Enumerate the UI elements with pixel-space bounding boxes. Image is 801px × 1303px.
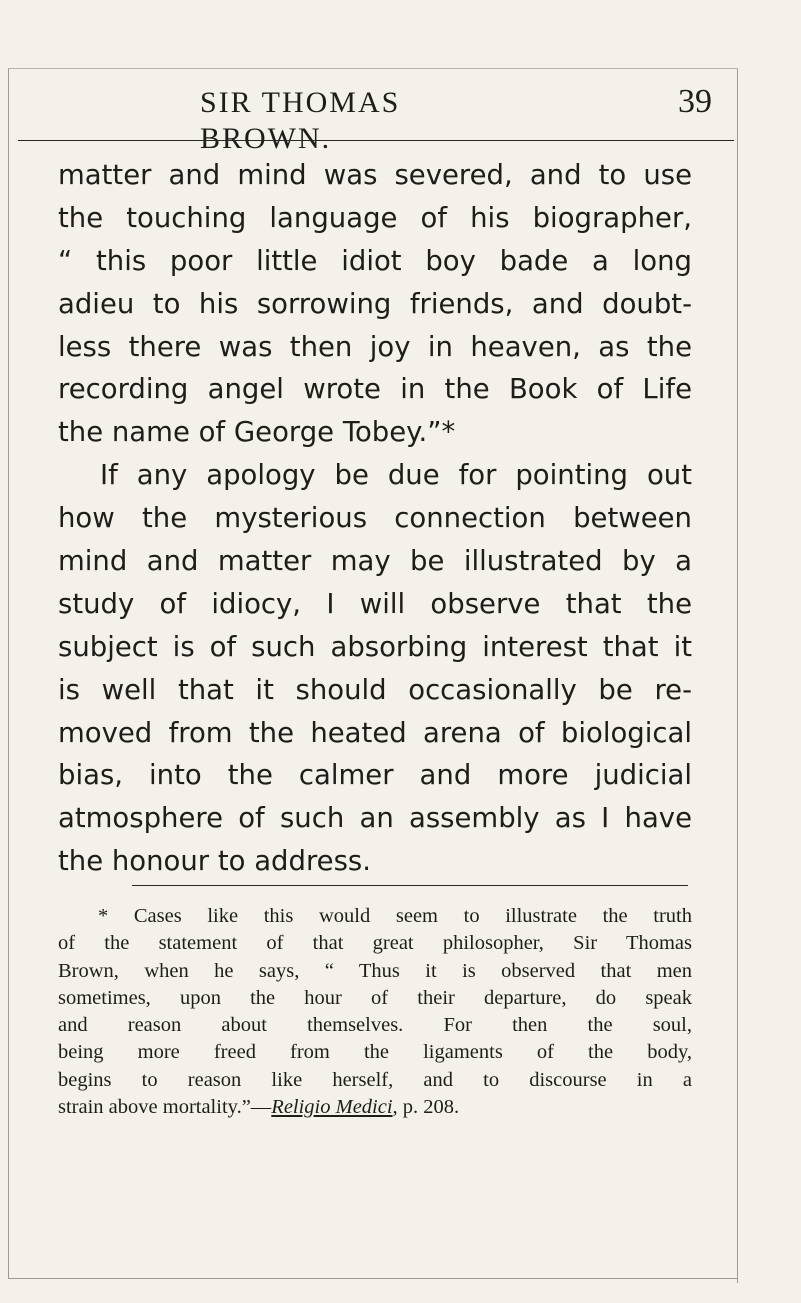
footnote-line: sometimes, upon the hour of their departure, do speak xyxy=(58,986,692,1009)
body-line: mind and matter may be illustrated by a xyxy=(58,545,692,578)
body-line: the touching language of his biographer, xyxy=(58,201,692,234)
footnote-last-line xyxy=(58,1094,692,1121)
body-line: subject is of such absorbing interest that it xyxy=(58,630,692,663)
body-line: matter and mind was severed, and to use xyxy=(58,159,692,191)
body-line: study of idiocy, I will observe that the xyxy=(58,587,692,620)
body-line: atmosphere of such an assembly as I have xyxy=(58,802,692,835)
page-edge-right xyxy=(737,68,738,1283)
body-line: moved from the heated arena of biological xyxy=(58,716,692,749)
body-line: the honour to address. xyxy=(58,845,371,878)
header-rule xyxy=(18,140,734,141)
body-line: recording angel wrote in the Book of Life xyxy=(58,373,692,406)
body-line: the name of George Tobey.”* xyxy=(58,416,456,449)
body-line: bias, into the calmer and more judicial xyxy=(58,759,692,792)
body-line: how the mysterious connection between xyxy=(58,502,692,535)
footnote-line: being more freed from the ligaments of the body, xyxy=(58,1041,692,1064)
footnote-line: begins to reason like herself, and to discourse in a xyxy=(58,1068,692,1091)
footnote-line: of the statement of that great philosopher, Sir Thomas xyxy=(58,932,692,955)
footnote xyxy=(58,903,692,1121)
footnote-citation: , p. 208. xyxy=(392,1096,460,1119)
page-number: 39 xyxy=(678,83,712,120)
running-title: SIR THOMAS BROWN. xyxy=(200,86,401,155)
body-line: “ this poor little idiot boy bade a long xyxy=(58,244,692,277)
body-line: adieu to his sorrowing friends, and doubt- xyxy=(58,287,692,320)
footnote-line: and reason about themselves. For then the soul, xyxy=(58,1014,692,1037)
body-line: If any apology be due for pointing out xyxy=(100,459,692,492)
body-line: less there was then joy in heaven, as the xyxy=(58,330,692,363)
page-edge-left xyxy=(8,68,9,1278)
footnote-rule xyxy=(132,885,688,886)
footnote-line: Brown, when he says, “ Thus it is observed that men xyxy=(58,959,692,982)
footnote-text: strain above mortality.”— xyxy=(58,1096,272,1119)
footnote-line: * Cases like this would seem to illustrate the truth xyxy=(98,905,692,927)
body-line: is well that it should occasionally be re- xyxy=(58,673,692,706)
body-paragraphs xyxy=(58,154,692,883)
cited-work-title: Religio Medici xyxy=(271,1096,393,1119)
page-edge-bottom xyxy=(8,1278,738,1279)
page-edge-top xyxy=(8,68,738,69)
